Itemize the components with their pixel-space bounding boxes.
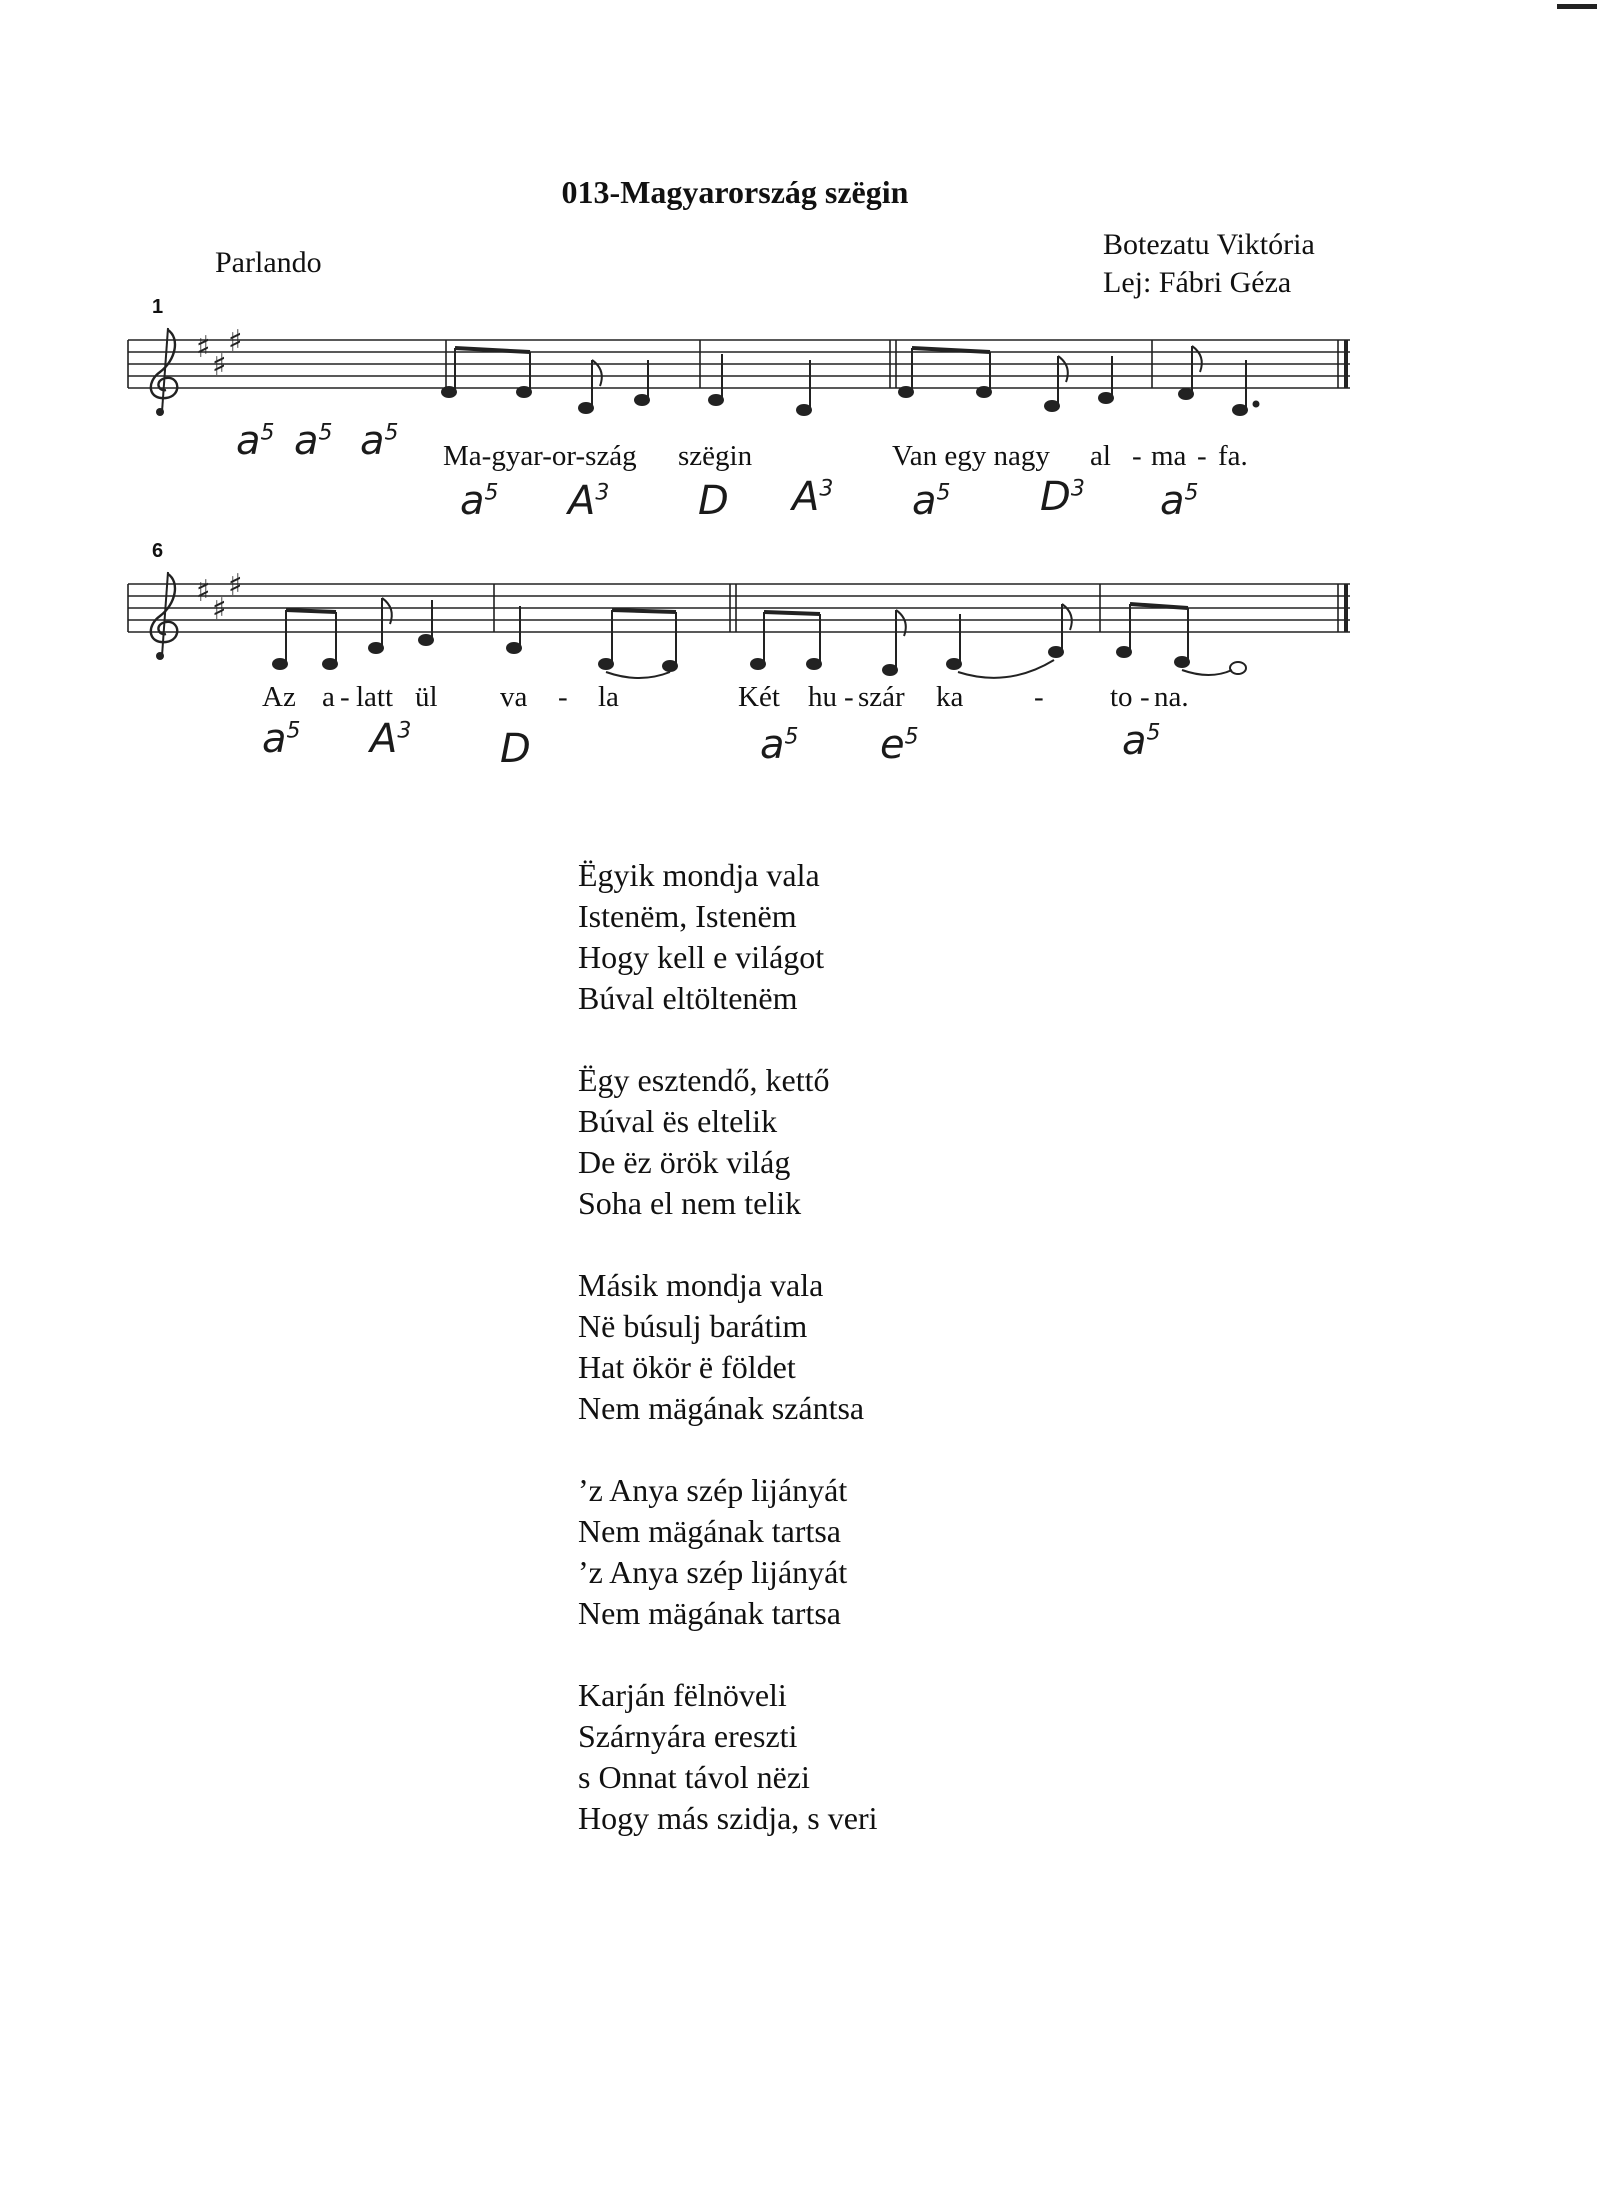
verse-text: [578, 855, 878, 1880]
lyric-syllable: szár: [858, 681, 905, 713]
verse-line: Ëgy esztendő, kettő: [578, 1062, 830, 1098]
stanza: [578, 1265, 878, 1429]
verse-line: Në búsulj barátim: [578, 1308, 808, 1344]
lyric-syllable: -: [340, 681, 350, 713]
lyric-syllable: -: [844, 681, 854, 713]
verse-line: s Onnat távol nëzi: [578, 1759, 810, 1795]
svg-text:♯: ♯: [212, 348, 227, 383]
verse-line: Karján fëlnöveli: [578, 1677, 787, 1713]
chord-annotation: D: [500, 726, 531, 772]
lyric-syllable: fa.: [1218, 440, 1248, 472]
lyric-syllable: to: [1110, 681, 1133, 713]
lyric-syllable: latt: [356, 681, 394, 713]
staff-2: [0, 0, 1597, 700]
stanza: [578, 1470, 878, 1634]
chord-annotation: $a^5$: [236, 418, 275, 464]
svg-text:♯: ♯: [196, 574, 211, 609]
chord-annotation: $e^5$: [880, 722, 919, 768]
svg-text:♯: ♯: [228, 324, 243, 359]
svg-text:♯: ♯: [212, 592, 227, 627]
chord-annotation: $D^3$: [1040, 474, 1085, 520]
chord-annotation: $a^5$: [760, 722, 799, 768]
verse-line: Hogy kell e világot: [578, 939, 825, 975]
verse-line: Szárnyára ereszti: [578, 1718, 798, 1754]
verse-line: Hat ökör ë földet: [578, 1349, 796, 1385]
lyric-syllable: va: [500, 681, 528, 713]
measure-number: 6: [152, 540, 164, 562]
stanza: [578, 1060, 878, 1224]
lyric-syllable: Van egy nagy: [892, 440, 1050, 472]
lyric-syllable: Az: [262, 681, 296, 713]
chord-annotation: D: [698, 478, 729, 524]
lyric-syllable: ül: [415, 681, 438, 713]
lyric-syllable: -: [1132, 440, 1142, 472]
lyric-syllable: al: [1090, 440, 1111, 472]
chord-annotation: $a^5$: [294, 418, 333, 464]
lyric-syllable: -: [1140, 681, 1150, 713]
verse-line: Másik mondja vala: [578, 1267, 824, 1303]
lyric-syllable: hu: [808, 681, 837, 713]
chord-annotation: $A^3$: [792, 474, 834, 520]
lyric-syllable: ka: [936, 681, 964, 713]
lyric-syllable: ma: [1151, 440, 1187, 472]
verse-line: Hogy más szidja, s veri: [578, 1800, 878, 1836]
lyric-syllable: na.: [1154, 681, 1189, 713]
verse-line: Nem mägának tartsa: [578, 1595, 841, 1631]
stanza: [578, 855, 878, 1019]
chord-annotation: $A^3$: [568, 478, 610, 524]
chord-annotation: $a^5$: [912, 478, 951, 524]
lyric-syllable: Ma-gyar-or-szág: [443, 440, 637, 472]
verse-line: Soha el nem telik: [578, 1185, 802, 1221]
chord-annotation: $a^5$: [1122, 718, 1161, 764]
stanza: [578, 1675, 878, 1839]
verse-line: Búval eltöltenëm: [578, 980, 798, 1016]
verse-line: Ëgyik mondja vala: [578, 857, 820, 893]
verse-line: Istenëm, Istenëm: [578, 898, 797, 934]
author-credit: Botezatu Viktória: [1103, 228, 1315, 261]
lyric-syllable: Két: [738, 681, 780, 713]
svg-text:♯: ♯: [196, 330, 211, 365]
song-title: 013-Magyarország szëgin: [561, 174, 909, 210]
chord-annotation: $a^5$: [262, 716, 301, 762]
lyric-syllable: a: [322, 681, 335, 713]
verse-line: Búval ës eltelik: [578, 1103, 778, 1139]
tempo-marking: Parlando: [215, 246, 322, 279]
verse-line: Nem mägának tartsa: [578, 1513, 841, 1549]
tune-credit: Lej: Fábri Géza: [1103, 266, 1292, 299]
svg-text:♯: ♯: [228, 568, 243, 603]
chord-annotation: $a^5$: [1160, 478, 1199, 524]
lyric-syllable: -: [558, 681, 568, 713]
lyric-syllable: la: [598, 681, 619, 713]
measure-number: 1: [152, 296, 164, 318]
chord-annotation: $a^5$: [360, 418, 399, 464]
chord-annotation: $A^3$: [370, 716, 412, 762]
verse-line: De ëz örök világ: [578, 1144, 791, 1180]
lyric-syllable: -: [1197, 440, 1207, 472]
verse-line: Nem mägának szántsa: [578, 1390, 865, 1426]
verse-line: ’z Anya szép lijányát: [578, 1472, 848, 1508]
chord-annotation: $a^5$: [460, 478, 499, 524]
lyric-syllable: -: [1034, 681, 1044, 713]
lyric-syllable: szëgin: [678, 440, 753, 472]
verse-line: ’z Anya szép lijányát: [578, 1554, 848, 1590]
